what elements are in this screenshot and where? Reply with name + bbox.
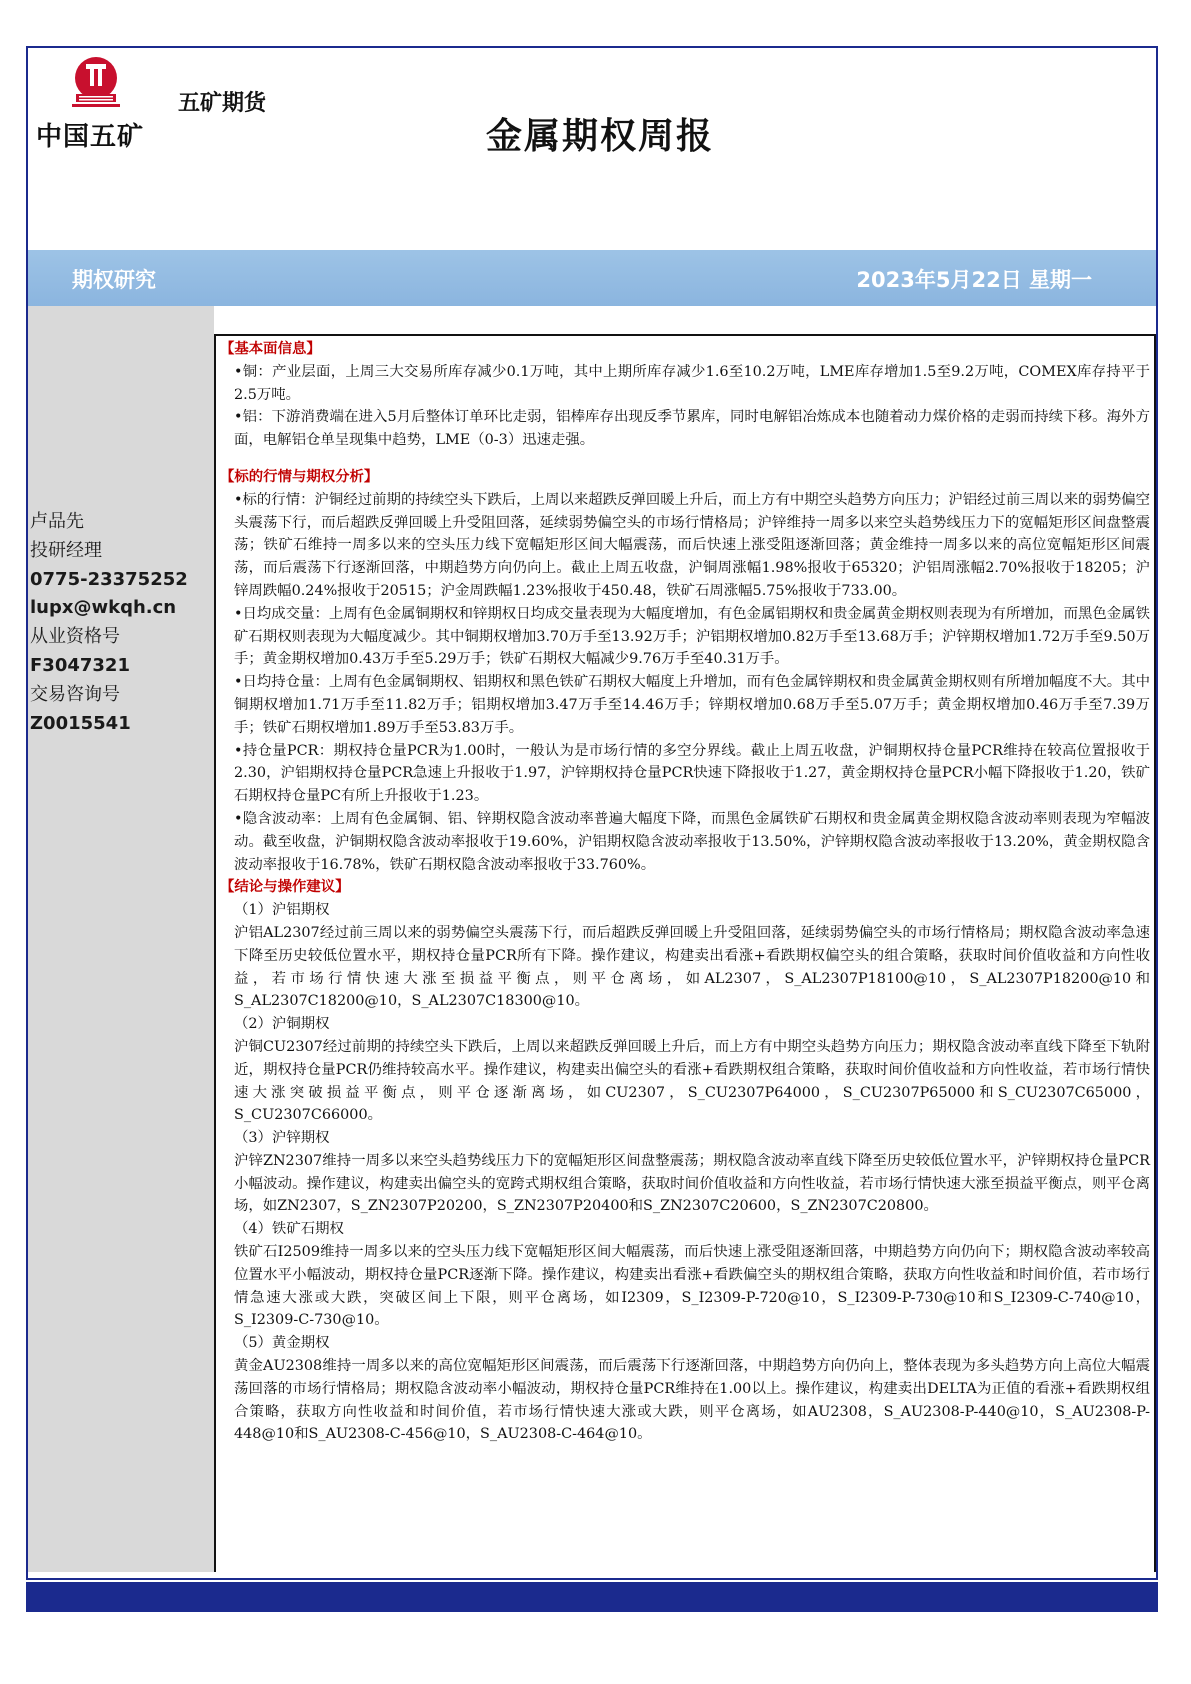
banner-section: 期权研究 <box>72 268 156 292</box>
footer-bar <box>26 1582 1158 1612</box>
logo-company-name: 中国五矿 <box>36 122 145 152</box>
paragraph: •铜：产业层面，上周三大交易所库存减少0.1万吨，其中上期所库存减少1.6至10.2万吨，LME库存增加1.5至9.2万吨，COMEX库存持平于2.5万吨。 <box>234 363 1150 403</box>
section-heading: 【标的行情与期权分析】 <box>220 467 379 485</box>
paragraph: 黄金AU2308维持一周多以来的高位宽幅矩形区间震荡，而后震荡下行逐渐回落，中期趋势方向仍向上，整体表现为多头趋势方向上高位大幅震荡回落的市场行情格局；期权隐含波动率小幅波动，期权持仓量PCR维持在1.00以上。操作建议，构建卖出DELTA为正值的看涨+看跌期权组合策略，获取方向性收益和时间价值，若市场行情快速大涨或大跌，则平仓离场，如AU2308，S_AU2308-P-440@10，S_AU2308-P-448@10和S_AU2308-C-456@10，S_AU2308-C-464@10。 <box>234 1358 1150 1443</box>
paragraph: •日均成交量：上周有色金属铜期权和锌期权日均成交量表现为大幅度增加，有色金属铝期权和贵金属黄金期权则表现为有所增加，而黑色金属铁矿石期权则表现为大幅度减少。其中铜期权增加3.70万手至13.92万手；沪铝期权增加0.82万手至13.68万手；沪锌期权增加1.72万手至9.50万手；黄金期权增加0.43万手至5.29万手；铁矿石期权大幅减少9.76万手至40.31万手。 <box>234 605 1150 668</box>
subsection-title: （2）沪铜期权 <box>234 1016 330 1033</box>
paragraph: •持仓量PCR：期权持仓量PCR为1.00时，一般认为是市场行情的多空分界线。截止上周五收盘，沪铜期权持仓量PCR维持在较高位置报收于2.30，沪铝期权持仓量PCR急速上升报收于1.97，沪锌期权持仓量PCR快速下降报收于1.27，黄金期权持仓量PCR小幅下降报收于1.20，铁矿石期权持仓量PC有所上升报收于1.23。 <box>234 742 1150 805</box>
paragraph: 沪铝AL2307经过前三周以来的弱势偏空头震荡下行，而后超跌反弹回暖上升受阻回落，延续弱势偏空头的市场行情格局；期权隐含波动率急速下降至历史较低位置水平，期权持仓量PCR所有下降。操作建议，构建卖出看涨+看跌期权偏空头的组合策略，获取时间价值收益和方向性收益，若市场行情快速大涨至损益平衡点，则平仓离场，如AL2307，S_AL2307P18100@10，S_AL2307P18200@10和S_AL2307C18200@10，S_AL2307C18300@10。 <box>234 924 1150 1010</box>
paragraph: 沪铜CU2307经过前期的持续空头下跌后，上周以来超跌反弹回暖上升后，而上方有中期空头趋势方向压力；期权隐含波动率直线下降至下轨附近，期权持仓量PCR仍维持较高水平。操作建议，构建卖出偏空头的看涨+看跌期权组合策略，获取时间价值收益和方向性收益，若市场行情快速大涨突破损益平衡点，则平仓逐渐离场，如CU2307，S_CU2307P64000，S_CU2307P65000和S_CU2307C65000，S_CU2307C66000。 <box>234 1038 1150 1124</box>
paragraph: 铁矿石I2509维持一周多以来的空头压力线下宽幅矩形区间大幅震荡，而后快速上涨受阻逐渐回落，中期趋势方向仍向下；期权隐含波动率较高位置水平小幅波动，期权持仓量PCR逐渐下降。操作建议，构建卖出看涨+看跌偏空头的期权组合策略，获取方向性收益和时间价值，若市场行情急速大涨或大跌，突破区间上下限，则平仓离场，如I2309，S_I2309-P-720@10，S_I2309-P-730@10和S_I2309-C-740@10，S_I2309-C-730@10。 <box>234 1244 1150 1329</box>
subsection-title: （4）铁矿石期权 <box>234 1221 344 1238</box>
report-content <box>214 334 1156 1572</box>
analyst-email[interactable]: lupx@wkqh.cn <box>30 597 177 619</box>
paragraph: 沪锌ZN2307维持一周多以来空头趋势线压力下的宽幅矩形区间盘整震荡；期权隐含波动率直线下降至历史较低位置水平，沪锌期权持仓量PCR小幅波动。操作建议，构建卖出偏空头的宽跨式期权组合策略，获取时间价值收益和方向性收益，若市场行情快速大涨至损益平衡点，则平仓离场，如ZN2307，S_ZN2307P20200，S_ZN2307P20400和S_ZN2307C20600，S_ZN2307C20800。 <box>234 1152 1150 1215</box>
banner-date: 2023年5月22日 星期一 <box>856 268 1092 292</box>
analyst-role: 投研经理 <box>30 539 102 561</box>
brand-name: 五矿期货 <box>178 91 267 116</box>
china-minmetals-logo-icon <box>70 56 122 110</box>
page-title: 金属期权周报 <box>485 116 714 157</box>
analyst-name: 卢品先 <box>30 511 84 532</box>
cert-label: 从业资格号 <box>30 626 120 648</box>
cert-number: F3047321 <box>30 654 130 676</box>
subsection-title: （3）沪锌期权 <box>234 1130 330 1147</box>
paragraph: •标的行情：沪铜经过前期的持续空头下跌后，上周以来超跌反弹回暖上升后，而上方有中期空头趋势方向压力；沪铝经过前三周以来的弱势偏空头震荡下行，而后超跌反弹回暖上升受阻回落，延续弱势偏空头的市场行情格局；沪锌维持一周多以来空头趋势线压力下的宽幅矩形区间盘整震荡；铁矿石维持一周多以来的空头压力线下宽幅矩形区间大幅震荡，而后快速上涨受阻逐渐回落；黄金维持一周多以来的高位宽幅矩形区间震荡，而后震荡下行逐渐回落，中期趋势方向仍向上。截止上周五收盘，沪铜周涨幅1.98%报收于65320；沪铝周涨幅2.70%报收于18205；沪锌周跌幅0.24%报收于20515；沪金周跌幅1.23%报收于450.48，铁矿石周涨幅5.75%报收于733.00。 <box>234 491 1150 599</box>
header-banner <box>28 250 1156 306</box>
subsection-title: （5）黄金期权 <box>234 1335 330 1352</box>
paragraph: •隐含波动率：上周有色金属铜、铝、锌期权隐含波动率普遍大幅度下降，而黑色金属铁矿石期权和贵金属黄金期权隐含波动率则表现为窄幅波动。截至收盘，沪铜期权隐含波动率报收于19.60%，沪铝期权隐含波动率报收于13.50%，沪锌期权隐含波动率报收于13.20%，黄金期权隐含波动率报收于16.78%，铁矿石期权隐含波动率报收于33.760%。 <box>234 810 1150 873</box>
sidebar <box>28 306 214 1572</box>
report-text <box>220 338 1150 1446</box>
section-heading: 【结论与操作建议】 <box>220 878 350 896</box>
paragraph: •日均持仓量：上周有色金属铜期权、铝期权和黑色铁矿石期权大幅度上升增加，而有色金属锌期权和贵金属黄金期权则有所增加幅度不大。其中铜期权增加1.71万手至11.82万手；铝期权增加3.47万手至14.46万手；锌期权增加0.68万手至5.07万手；黄金期权增加0.46万手至7.39万手；铁矿石期权增加1.89万手至53.83万手。 <box>234 674 1150 736</box>
subsection-title: （1）沪铝期权 <box>234 902 330 919</box>
analyst-phone: 0775-23375252 <box>30 568 188 590</box>
paragraph: •铝：下游消费端在进入5月后整体订单环比走弱，铝棒库存出现反季节累库，同时电解铝冶炼成本也随着动力煤价格的走弱而持续下移。海外方面，电解铝仓单呈现集中趋势，LME（0-3）迅速走强。 <box>234 409 1150 449</box>
consult-label: 交易咨询号 <box>30 683 120 705</box>
section-heading: 【基本面信息】 <box>220 340 321 357</box>
consult-number: Z0015541 <box>30 712 131 734</box>
analyst-contact <box>30 508 188 738</box>
company-logo <box>36 56 166 156</box>
